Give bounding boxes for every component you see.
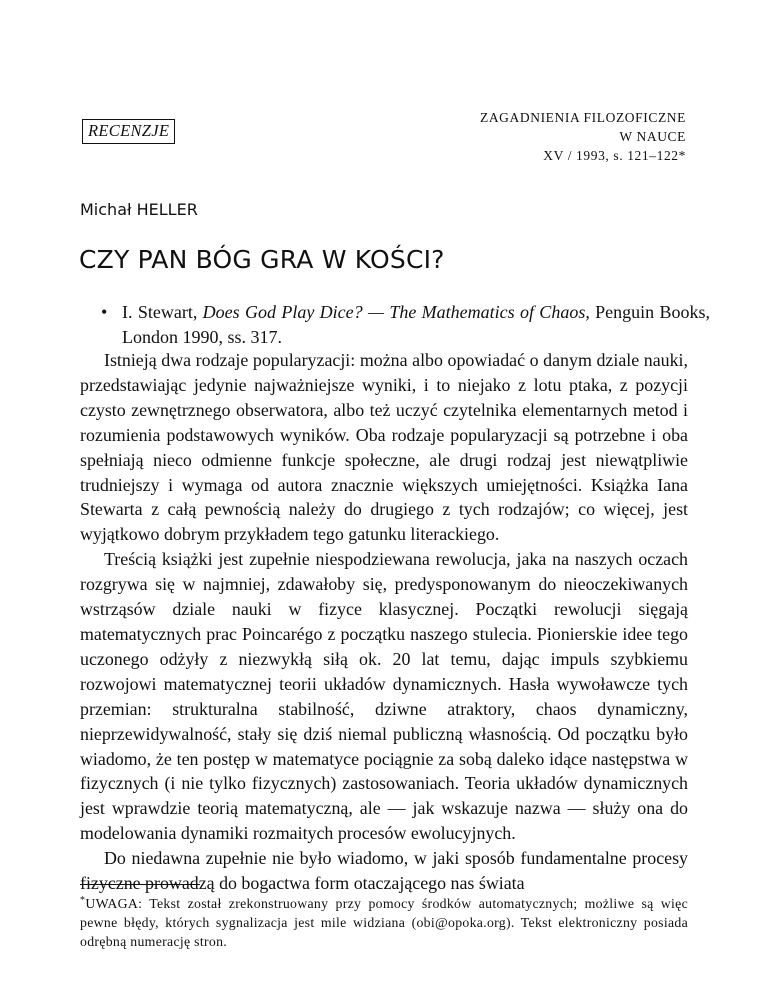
journal-name-line1: ZAGADNIENIA FILOZOFICZNE [479,110,686,125]
article-body [80,348,688,896]
journal-name-line2: W NAUCE [619,129,686,144]
journal-header [480,108,686,165]
paragraph: Do niedawna zupełnie nie było wiadomo, w jaki sposób fundamentalne procesy fizyczne prowadzą do bogactwa form otaczającego nas świata [80,848,688,894]
bibliography-entry [101,300,710,350]
issue-line: XV / 1993, s. 121–122* [543,148,686,163]
footnote-marker: * [80,895,86,906]
article-author: Michał HELLER [80,200,198,219]
paragraph: Istnieją dwa rodzaje popularyzacji: można albo opowiadać o danym dziale nauki, przedstawiając jedynie najważniejsze wyniki, i to niejako z lotu ptaka, z pozycji czysto zewnętrznego obserwatora, albo też uczyć czytelnika elementarnych metod i rozumienia podstawowych wyników. Oba rodzaje popularyzacji są potrzebne i oba spełniają nieco odmienne funkcje społeczne, ale drugi rodzaj jest niewątpliwie trudniejszy i wymaga od autora znacznie większych umiejętności. Książka Iana Stewarta z całą pewnością należy do drugiego z tych rodzajów; co więcej, jest wyjątkowo dobrym przykładem tego gatunku literackiego. [80,350,688,545]
bib-publisher: , Penguin Books, London 1990, ss. 317. [122,302,711,347]
paragraph: Treścią książki jest zupełnie niespodziewana rewolucja, jaka na naszych oczach rozgrywa się w najmniej, zdawałoby się, predysponowanym do nieoczekiwanych wstrząsów dziale nauki w fizyce klasycznej. Początki rewolucji sięgają matematycznych prac Poincarégo z początku naszego stulecia. Pionierskie idee tego uczonego odżyły z niezwykłą siłą ok. 20 lat temu, dając impuls szybkiemu rozwojowi matematycznej teorii układów dynamicznych. Hasła wywoławcze tych przemian: strukturalna stabilność, dziwne atraktory, chaos dynamiczny, nieprzewidywalność, stały się dziś niemal publiczną własnością. Od początku było wiadomo, że ten postęp w matematyce pociągnie za sobą daleko idące następstwa w fizycznych (i nie tylko fizycznych) zastosowaniach. Teoria układów dynamicznych jest wprawdzie teorią matematyczną, ale — jak wskazuje nazwa — służy ona do modelowania dynamiki rozmaitych procesów ewolucyjnych. [80,549,688,844]
bib-author: I. Stewart, [122,302,198,322]
article-title: CZY PAN BÓG GRA W KOŚCI? [79,245,445,274]
bib-book-title: Does God Play Dice? — The Mathematics of Chaos [202,302,586,322]
footnote [80,891,688,951]
footnote-text: UWAGA: Tekst został zrekonstruowany przy pomocy środków automatycznych; możliwe są więc pewne błędy, których sygnalizacja jest mile widziana (obi@opoka.org). Tekst elektroniczny posiada odrębną numerację stron. [80,896,688,949]
section-badge: RECENZJE [82,119,175,144]
bullet-icon: • [101,302,108,322]
footnote-divider [80,884,200,885]
